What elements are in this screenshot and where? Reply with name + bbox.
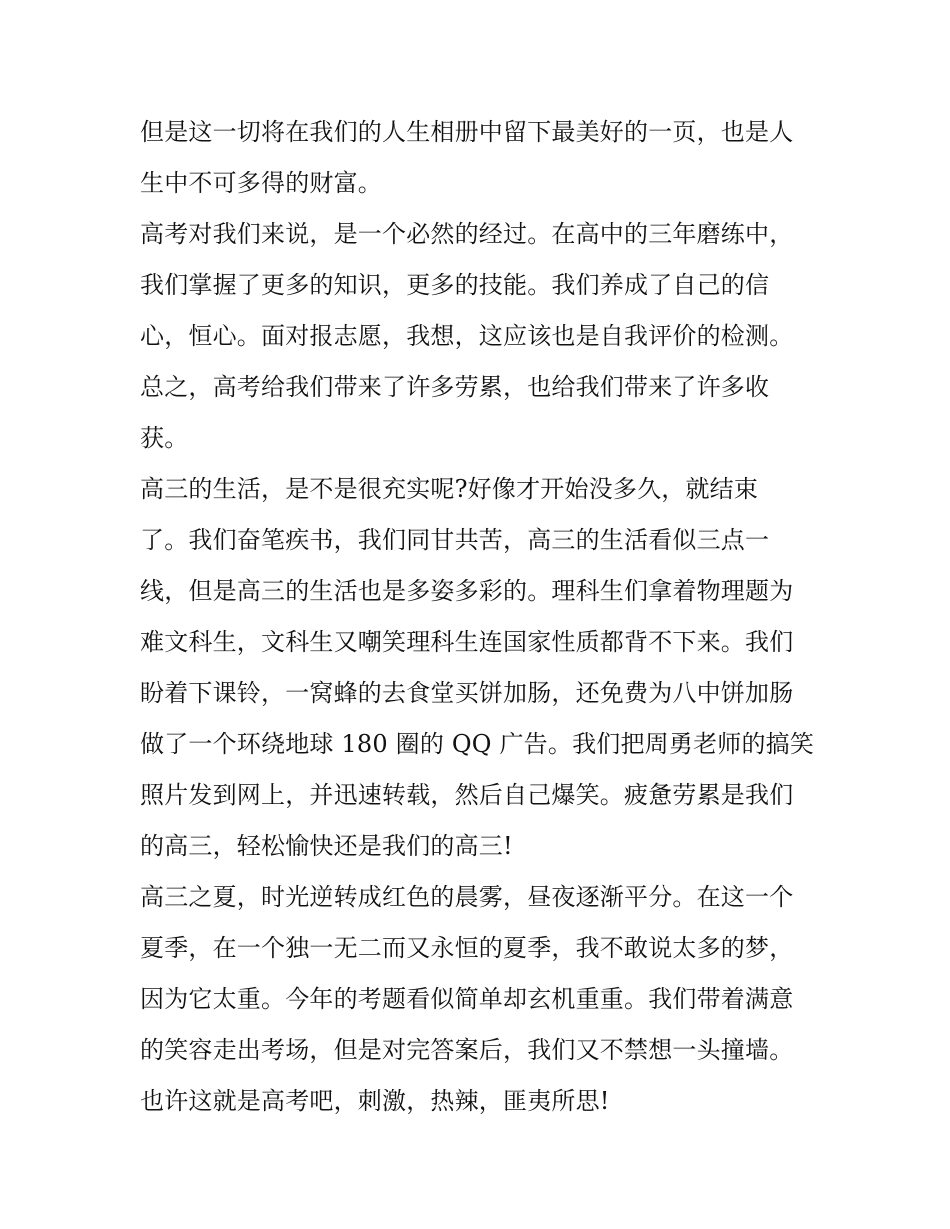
text-line-14: 照片发到网上，并迅速转载，然后自己爆笑。疲惫劳累是我们 (140, 781, 794, 809)
text-line-16: 高三之夏，时光逆转成红色的晨雾，昼夜逐渐平分。在这一个 (140, 883, 794, 911)
text-line-13: 做了一个环绕地球 180 圈的 QQ 广告。我们把周勇老师的搞笑 (140, 730, 815, 758)
text-line-2: 生中不可多得的财富。 (140, 169, 382, 197)
text-line-15: 的高三，轻松愉快还是我们的高三! (140, 832, 513, 860)
text-line-9: 了。我们奋笔疾书，我们同甘共苦，高三的生活看似三点一 (140, 526, 770, 554)
text-line-8: 高三的生活，是不是很充实呢?好像才开始没多久，就结束 (140, 475, 759, 503)
text-line-18: 因为它太重。今年的考题看似简单却玄机重重。我们带着满意 (140, 985, 794, 1013)
text-line-7: 获。 (140, 424, 189, 452)
text-line-11: 难文科生，文科生又嘲笑理科生连国家性质都背不下来。我们 (140, 628, 794, 656)
text-line-1: 但是这一切将在我们的人生相册中留下最美好的一页，也是人 (140, 118, 794, 146)
text-line-12: 盼着下课铃，一窝蜂的去食堂买饼加肠，还免费为八中饼加肠 (140, 679, 794, 707)
text-line-4: 我们掌握了更多的知识，更多的技能。我们养成了自己的信 (140, 271, 770, 299)
text-line-10: 线，但是高三的生活也是多姿多彩的。理科生们拿着物理题为 (140, 577, 794, 605)
text-line-17: 夏季，在一个独一无二而又永恒的夏季，我不敢说太多的梦， (140, 934, 794, 962)
text-line-20: 也许这就是高考吧，刺激，热辣，匪夷所思! (140, 1087, 610, 1115)
text-line-3: 高考对我们来说，是一个必然的经过。在高中的三年磨练中， (140, 220, 794, 248)
text-line-19: 的笑容走出考场，但是对完答案后，我们又不禁想一头撞墙。 (140, 1036, 794, 1064)
body-text (140, 107, 820, 1127)
text-line-5: 心，恒心。面对报志愿，我想，这应该也是自我评价的检测。 (140, 322, 794, 350)
text-line-6: 总之，高考给我们带来了许多劳累，也给我们带来了许多收 (140, 373, 770, 401)
